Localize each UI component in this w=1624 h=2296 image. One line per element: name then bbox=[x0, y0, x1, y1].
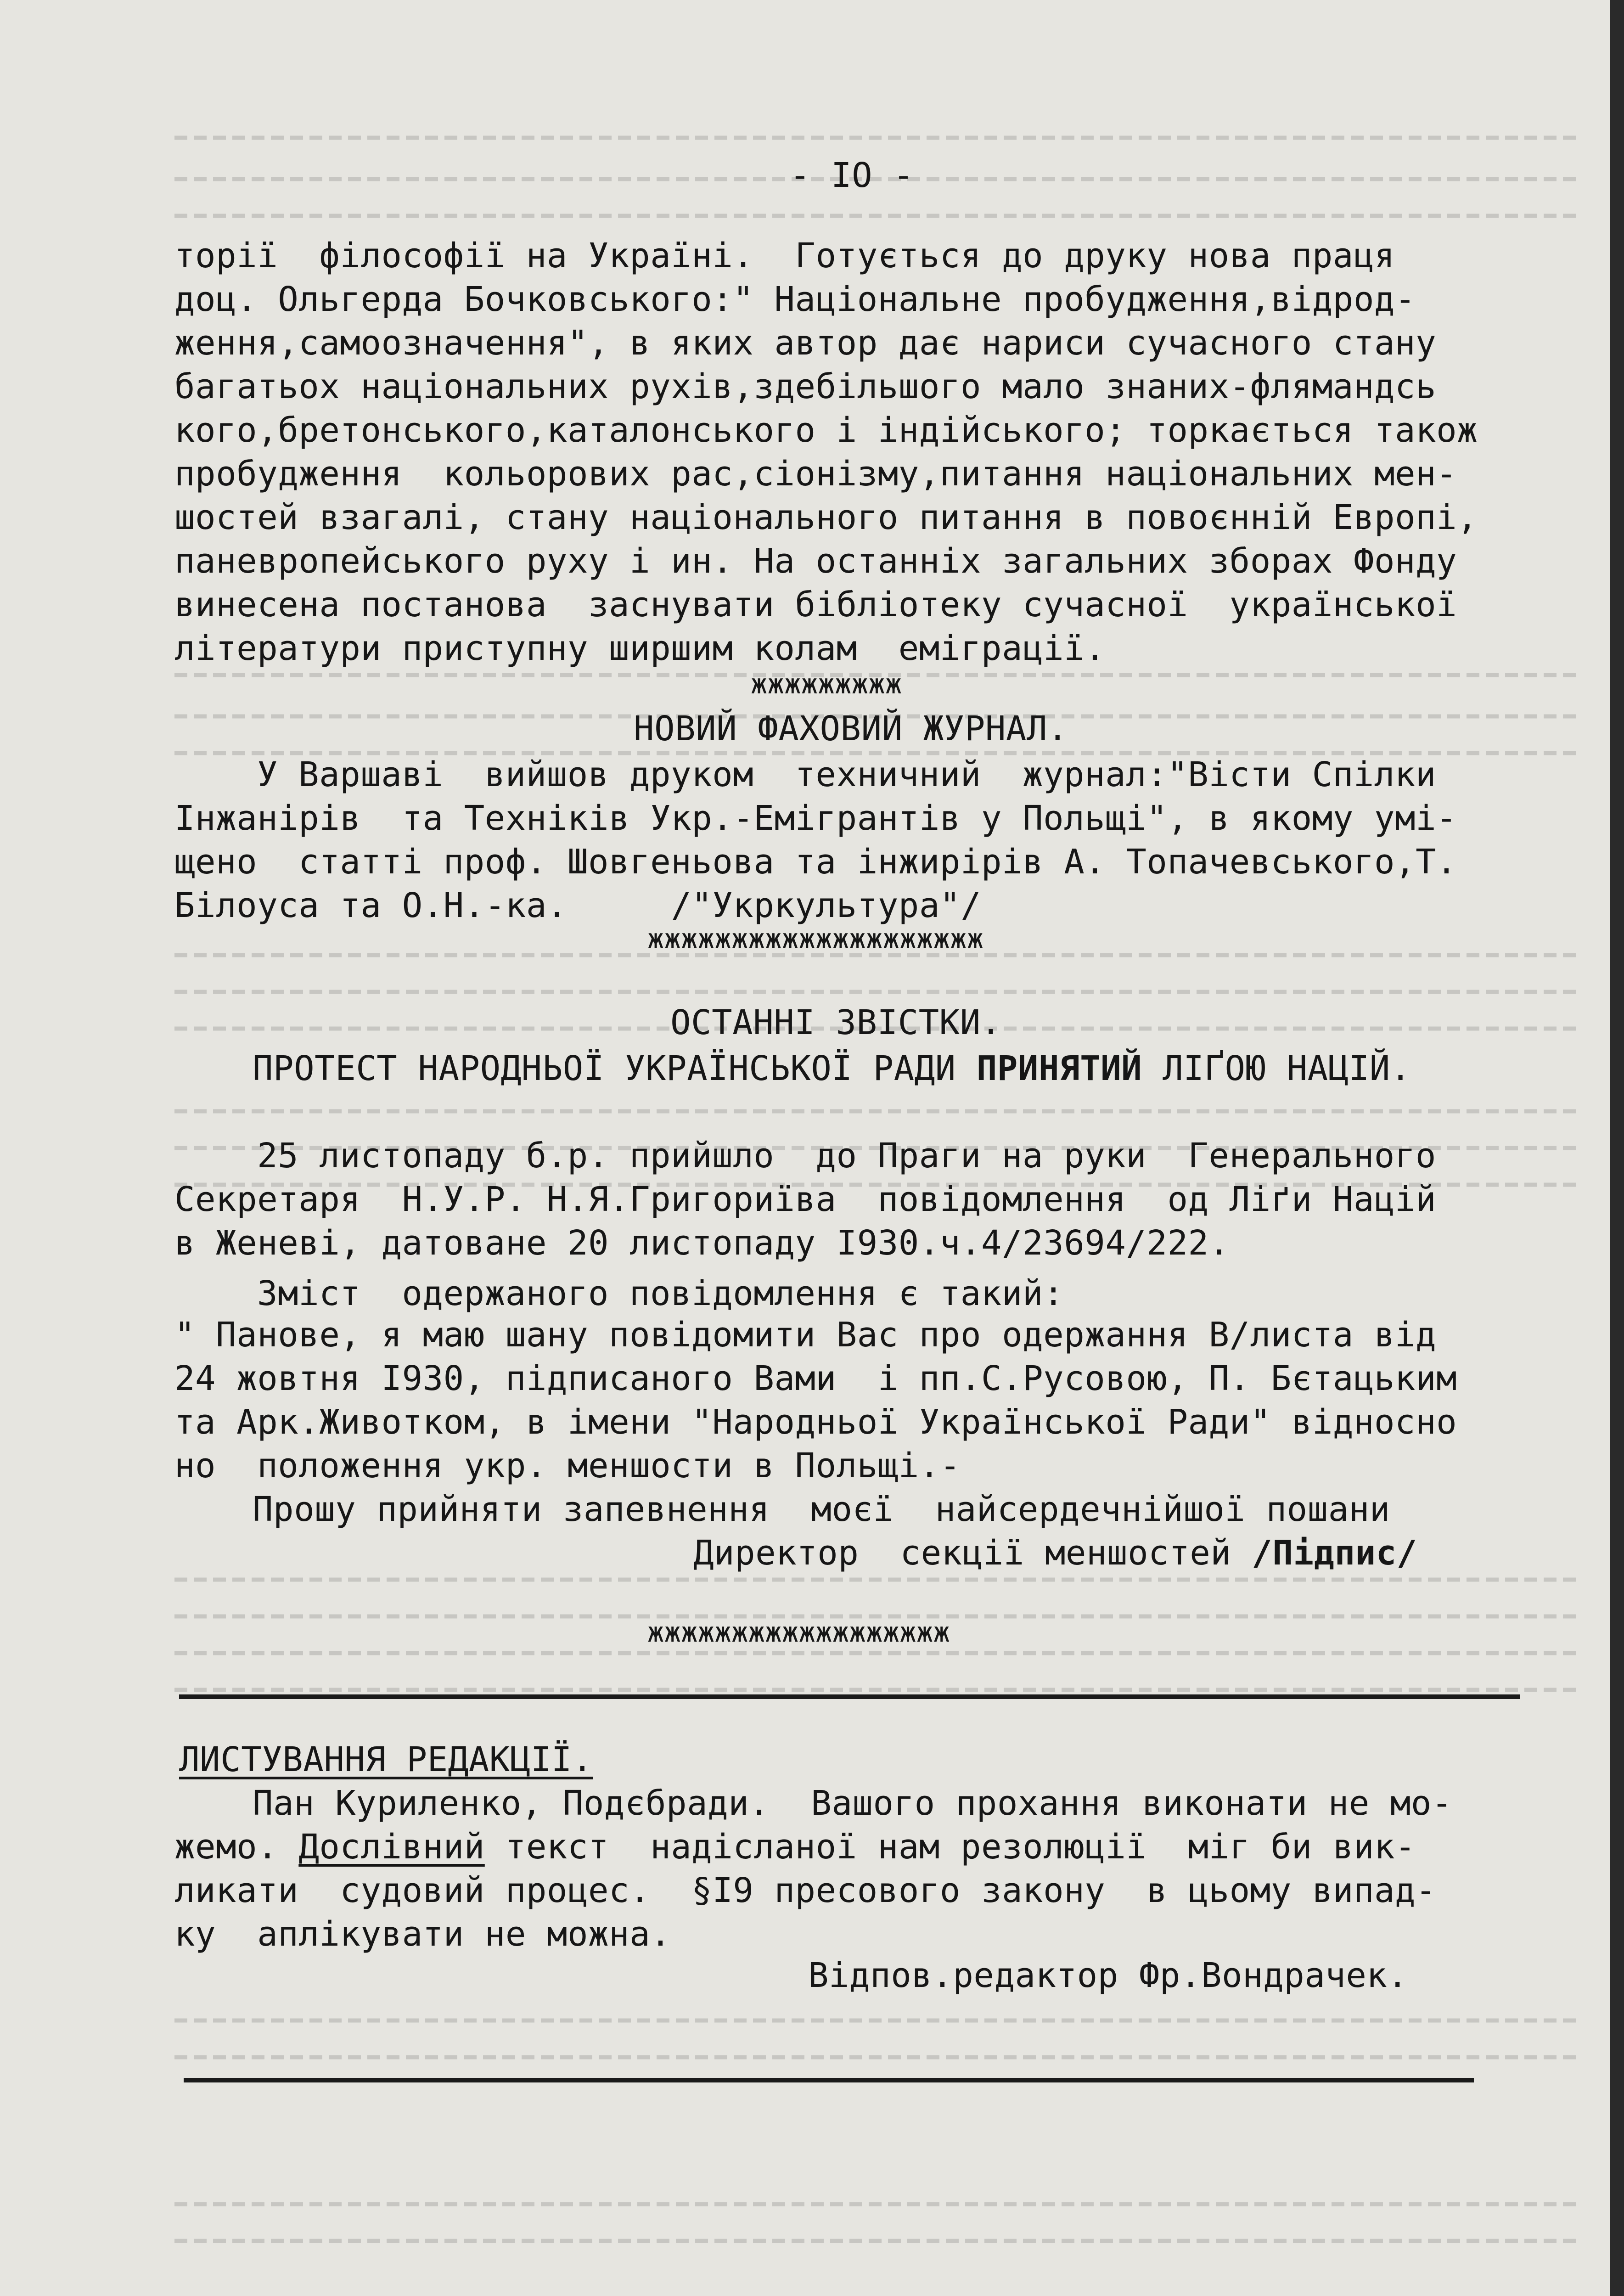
text-line: та Арк.Животком, в імени "Народньої Української Ради" відносно bbox=[174, 1402, 1457, 1442]
text-line: ку аплікувати не можна. bbox=[174, 1914, 671, 1954]
signature-title: Директор секції меншостей bbox=[693, 1533, 1252, 1573]
text-line: щено статті проф. Шовгеньова та інжирірів А. Топачевського,Т. bbox=[174, 842, 1457, 882]
text-line: Інжанірів та Техніків Укр.-Емігрантів у Польщі", в якому умі- bbox=[174, 799, 1457, 838]
separator: жжжжжжжжжжжжжжжжжжжж bbox=[647, 923, 984, 955]
editor-signature: Відпов.редактор Фр.Вондрачек. bbox=[808, 1956, 1408, 1995]
text-fragment: текст надісланої нам резолюції міг би вик- bbox=[484, 1827, 1416, 1867]
text-line: 25 листопаду б.р. прийшло до Праги на руки Генерального bbox=[257, 1136, 1436, 1176]
text-line: Білоуса та О.Н.-ка. /"Укркультура"/ bbox=[174, 886, 982, 925]
underlined-word: Дослівний bbox=[298, 1827, 485, 1867]
section-heading: ОСТАННІ ЗВІСТКИ. bbox=[670, 1003, 1001, 1042]
text-line: но положення укр. меншости в Польщі.- bbox=[174, 1446, 961, 1486]
text-line: кого,бретонського,каталонського і індійського; торкається також bbox=[174, 411, 1478, 450]
protest-heading bbox=[253, 1049, 1411, 1088]
text-line: ликати судовий процес. §I9 пресового закону в цьому випад- bbox=[174, 1871, 1437, 1910]
text-line: багатьох національних рухів,здебільшого мало знаних-флямандсь bbox=[174, 367, 1437, 406]
text-line: У Варшаві вийшов друком техничний журнал:"Вісти Спілки bbox=[257, 755, 1436, 794]
text-line: Секретаря Н.У.Р. Н.Я.Григориїва повідомлення од Ліґи Націй bbox=[174, 1180, 1437, 1219]
text-line: шостей взагалі, стану національного питання в повоєнній Европі, bbox=[174, 498, 1478, 537]
text-line: 24 жовтня I930, підписаного Вами і пп.С.Русовою, П. Бєтацьким bbox=[174, 1359, 1457, 1398]
horizontal-rule bbox=[184, 2078, 1474, 2082]
text-line: ження,самоозначення", в яких автор дає нариси сучасного стану bbox=[174, 323, 1437, 363]
section-heading: ЛИСТУВАННЯ РЕДАКЦІЇ. bbox=[179, 1740, 593, 1779]
separator: жжжжжжжжжжжжжжжжжж bbox=[647, 1616, 950, 1649]
text-line: торії філософії на Україні. Готується до друку нова праця bbox=[174, 236, 1395, 276]
text-line: Зміст одержаного повідомлення є такий: bbox=[257, 1274, 1064, 1313]
closing-line: Прошу прийняти запевнення моєї найсердечнійшої пошани bbox=[253, 1490, 1390, 1529]
protest-heading-bold: ПРИНЯТИЙ bbox=[976, 1049, 1142, 1088]
protest-heading-suffix: ЛІҐОЮ НАЦІЙ. bbox=[1142, 1049, 1411, 1088]
text-line: паневропейського руху і ин. На останніх загальних зборах Фонду bbox=[174, 541, 1457, 581]
text-line: " Панове, я маю шану повідомити Вас про одержання В/листа від bbox=[174, 1315, 1437, 1355]
text-line: в Женеві, датоване 20 листопаду I930.ч.4/23694/222. bbox=[174, 1223, 1230, 1263]
signature-line bbox=[693, 1533, 1417, 1573]
text-line: пробудження кольорових рас,сіонізму,питання національних мен- bbox=[174, 454, 1457, 494]
horizontal-rule bbox=[179, 1694, 1520, 1699]
text-line: доц. Ольгерда Бочковського:" Національне пробудження,відрод- bbox=[174, 280, 1416, 319]
section-heading: НОВИЙ ФАХОВИЙ ЖУРНАЛ. bbox=[634, 709, 1068, 748]
protest-heading-prefix: ПРОТЕСТ НАРОДНЬОЇ УКРАЇНСЬКОЇ РАДИ bbox=[253, 1049, 977, 1088]
text-line: винесена постанова заснувати бібліотеку сучасної української bbox=[174, 585, 1457, 625]
scan-border-right bbox=[1610, 0, 1624, 2296]
page-number: - IO - bbox=[790, 156, 914, 195]
text-line: літератури приступну ширшим колам еміграції. bbox=[174, 629, 1106, 668]
text-line: Пан Куриленко, Подєбради. Вашого прохання виконати не мо- bbox=[253, 1784, 1453, 1823]
text-line bbox=[174, 1827, 1416, 1867]
separator: жжжжжжжжж bbox=[751, 668, 902, 700]
signature-mark: /Підпис/ bbox=[1252, 1533, 1417, 1573]
text-fragment: жемо. bbox=[174, 1827, 299, 1867]
